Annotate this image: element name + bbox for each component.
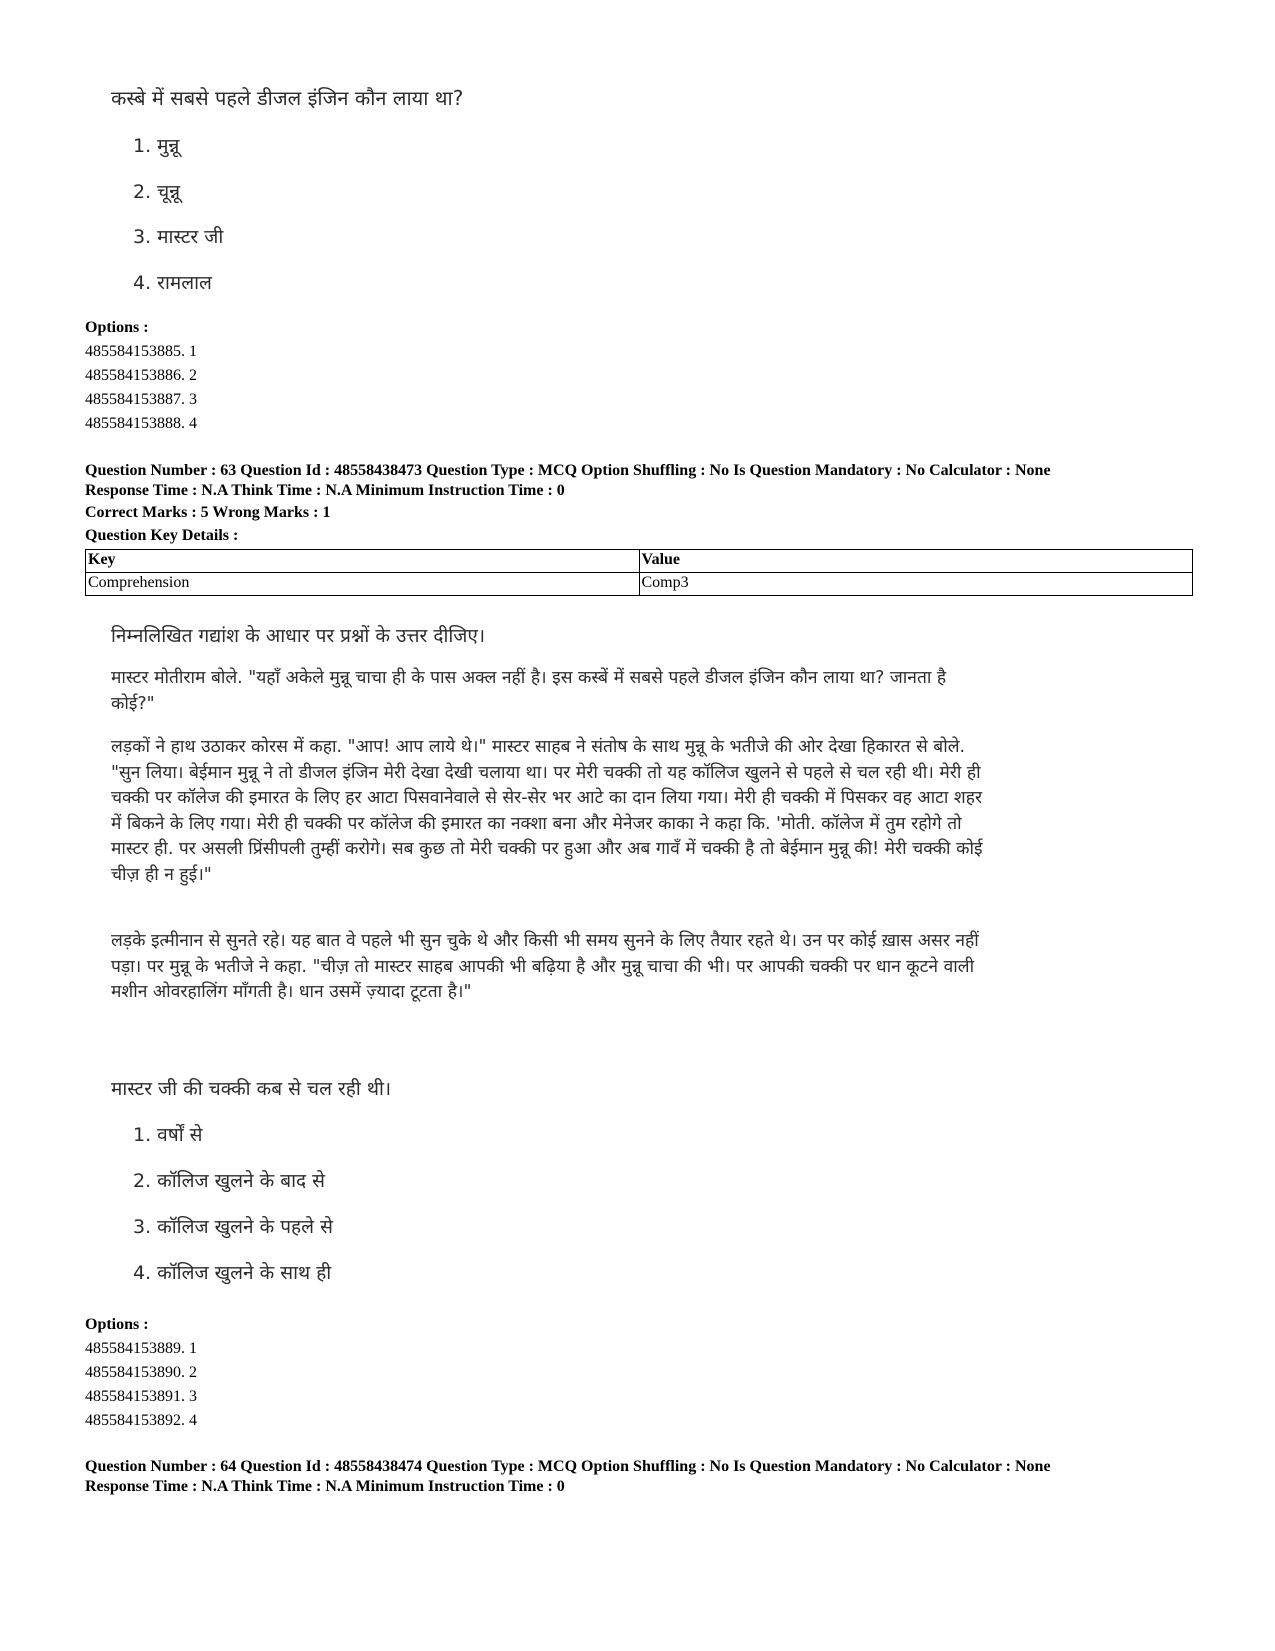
option-id: 485584153885. 1 [85, 343, 197, 360]
q63-choice-1: 1. वर्षों से [133, 1124, 203, 1146]
table-header-key: Key [86, 550, 640, 573]
option-id: 485584153888. 4 [85, 415, 197, 432]
q64-meta-line1: Question Number : 64 Question Id : 48558438474 Question Type : MCQ Option Shuffling : No Is Question Mandatory : No Calculator : None [85, 1458, 1051, 1475]
prev-choice-1: 1. मुन्नू [133, 135, 180, 157]
option-id: 485584153891. 3 [85, 1388, 197, 1405]
table-row [86, 573, 1193, 596]
q63-choice-2: 2. कॉलिज खुलने के बाद से [133, 1170, 326, 1192]
passage-para-1-text: मास्टर मोतीराम बोले. "यहाँ अकेले मुन्नू चाचा ही के पास अक्ल नहीं है। इस कस्बें में सबसे पहले डीजल इंजिन कौन लाया था? जानता है कोई?" [111, 668, 947, 714]
passage-para-2-text: लड़कों ने हाथ उठाकर कोरस में कहा. "आप! आप लाये थे।" मास्टर साहब ने संतोष के साथ मुन्नू के भतीजे की ओर देखा हिकारत से बोले. "सुन लिया। बेईमान मुन्नू ने तो डीजल इंजिन मेरी देखा देखी चलाया था। पर मेरी चक्की तो यह कॉलिज खुलने से पहले से चल रही थी। मेरी ही चक्की पर कॉलेज की इमारत के लिए हर आटा पिसवानेवाले से सेर-सेर भर आटे का दान लिया गया। मेरी ही चक्की में पिसकर वह आटा शहर में बिकने के लिए गया। मेरी ही चक्की पर कॉलेज की इमारत का नक्शा बना और मेनेजर काका ने कहा कि. 'मोती. कॉलेज में तुम रहोगे तो मास्टर ही. पर असली प्रिंसीपली तुम्हीं करोगे। सब कुछ तो मेरी चक्की पर हुआ और अब गावँ में चक्की है तो बेईमान मुन्नू की! मेरी चक्की कोई चीज़ ही न हुई।" [111, 737, 983, 885]
passage-para-1 [111, 666, 991, 717]
q63-options-block [85, 1313, 197, 1433]
q63-marks: Correct Marks : 5 Wrong Marks : 1 [85, 504, 331, 521]
option-id: 485584153892. 4 [85, 1412, 197, 1429]
q64-meta-line2: Response Time : N.A Think Time : N.A Minimum Instruction Time : 0 [85, 1478, 565, 1495]
q64-meta [85, 1457, 1051, 1497]
table-cell-key: Comprehension [86, 573, 640, 596]
prev-choice-3: 3. मास्टर जी [133, 226, 224, 248]
passage-instruction: निम्नलिखित गद्यांश के आधार पर प्रश्नों के उत्तर दीजिए। [111, 625, 486, 647]
prev-choice-4: 4. रामलाल [133, 272, 212, 294]
prev-choice-2: 2. चून्नू [133, 181, 181, 203]
q63-meta-line2: Response Time : N.A Think Time : N.A Minimum Instruction Time : 0 [85, 482, 565, 499]
table-cell-value: Comp3 [639, 573, 1193, 596]
passage-para-2 [111, 735, 991, 888]
q63-meta [85, 461, 1051, 501]
q63-key-table-wrap [85, 549, 1193, 596]
q63-key-details-label: Question Key Details : [85, 527, 239, 544]
options-label: Options : [85, 319, 149, 336]
q63-choice-4: 4. कॉलिज खुलने के साथ ही [133, 1262, 332, 1284]
passage-para-3 [111, 929, 991, 1006]
table-header-value: Value [639, 550, 1193, 573]
option-id: 485584153889. 1 [85, 1340, 197, 1357]
q63-choice-3: 3. कॉलिज खुलने के पहले से [133, 1216, 333, 1238]
option-id: 485584153887. 3 [85, 391, 197, 408]
option-id: 485584153890. 2 [85, 1364, 197, 1381]
q63-stem: मास्टर जी की चक्की कब से चल रही थी। [111, 1078, 392, 1100]
q63-meta-line1: Question Number : 63 Question Id : 48558438473 Question Type : MCQ Option Shuffling : No Is Question Mandatory : No Calculator : None [85, 462, 1051, 479]
prev-question-stem: कस्बे में सबसे पहले डीजल इंजिन कौन लाया था? [111, 86, 464, 110]
option-id: 485584153886. 2 [85, 367, 197, 384]
options-label: Options : [85, 1316, 149, 1333]
passage-para-3-text: लड़के इत्मीनान से सुनते रहे। यह बात वे पहले भी सुन चुके थे और किसी भी समय सुनने के लिए तैयार रहते थे। उन पर कोई ख़ास असर नहीं पड़ा। पर मुन्नू के भतीजे ने कहा. "चीज़ तो मास्टर साहब आपकी भी बढ़िया है और मुन्नू चाचा की भी। पर आपकी चक्की पर धान कूटने वाली मशीन ओवरहालिंग माँगती है। धान उसमें ज़्यादा टूटता है।" [111, 931, 979, 1002]
prev-options-block [85, 316, 197, 436]
q63-key-table [85, 549, 1193, 596]
table-header-row [86, 550, 1193, 573]
